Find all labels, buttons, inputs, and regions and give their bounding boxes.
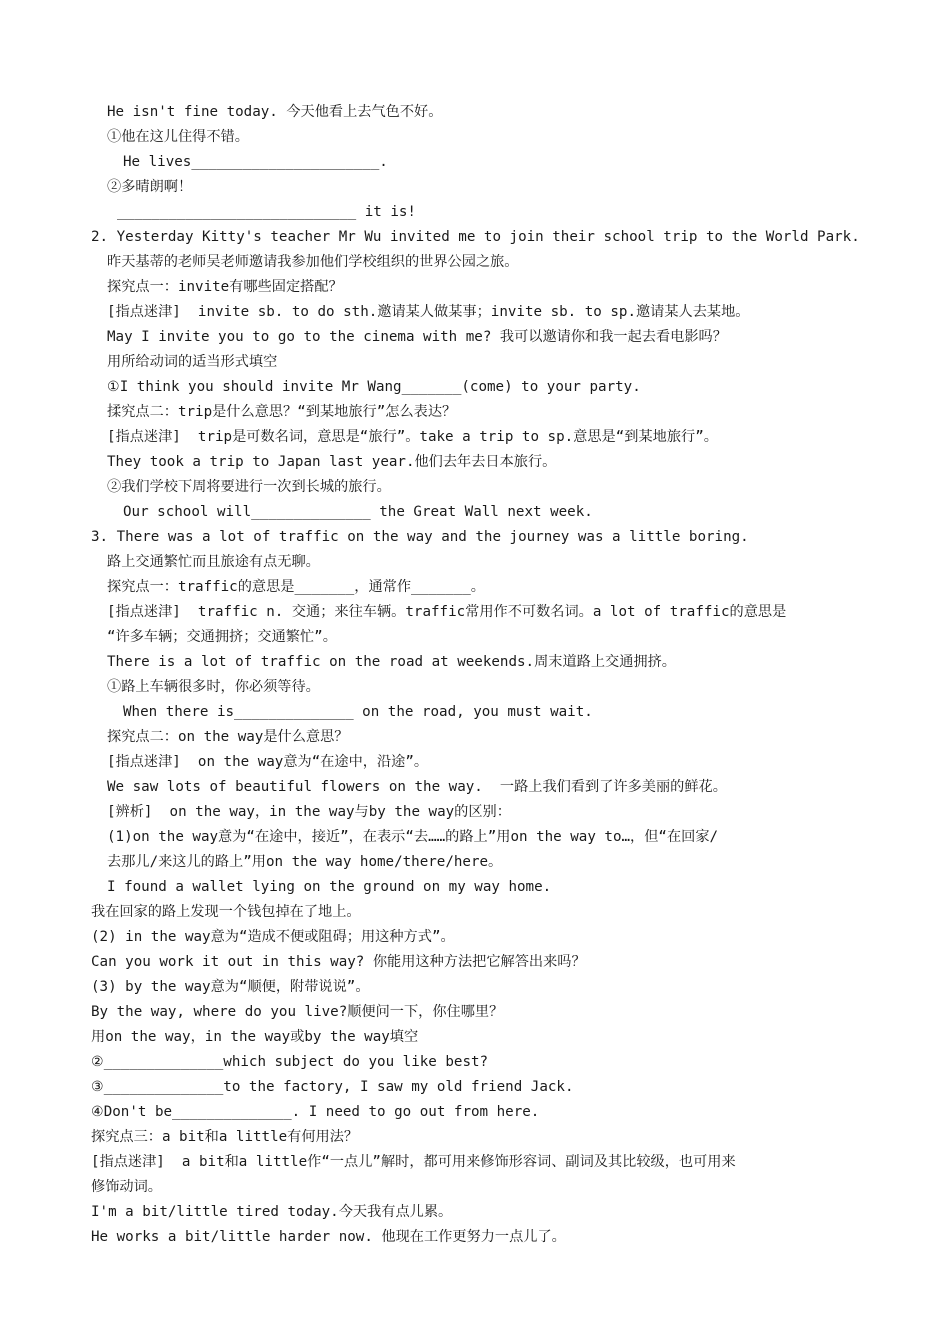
fill-blank-line: ①I think you should invite Mr Wang_______(come) to your party. bbox=[107, 379, 641, 395]
example-sentence: There is a lot of traffic on the road at weekends.周末道路上交通拥挤。 bbox=[107, 654, 676, 670]
section-heading: 3. There was a lot of traffic on the way and the journey was a little boring. bbox=[91, 529, 749, 545]
analysis-text: (3) by the way意为“顺便，附带说说”。 bbox=[91, 979, 370, 995]
tip-text: [指点迷津] invite sb. to do sth.邀请某人做某事；invite sb. to sp.邀请某人去某地。 bbox=[107, 304, 750, 320]
fill-blank-line: ____________________________ it is! bbox=[117, 204, 416, 220]
fill-blank-line: ③______________to the factory, I saw my old friend Jack. bbox=[91, 1079, 574, 1095]
analysis-text: (1)on the way意为“在途中，接近”，在表示“去……的路上”用on the way to…，但“在回家/ bbox=[107, 829, 719, 845]
section-heading: 2. Yesterday Kitty's teacher Mr Wu invited me to join their school trip to the World Park. bbox=[91, 229, 860, 245]
example-sentence: I found a wallet lying on the ground on my way home. bbox=[107, 879, 552, 895]
analysis-text: 去那儿/来这儿的路上”用on the way home/there/here。 bbox=[107, 854, 503, 870]
example-sentence: He isn't fine today. 今天他看上去气色不好。 bbox=[107, 104, 443, 120]
fill-blank-line: ④Don't be______________. I need to go out from here. bbox=[91, 1104, 540, 1120]
tip-text: [指点迷津] a bit和a little作“一点儿”解时，都可用来修饰形容词、副词及其比较级，也可用来 bbox=[91, 1154, 736, 1170]
fill-blank-line: When there is______________ on the road, you must wait. bbox=[123, 704, 593, 720]
instruction: 用所给动词的适当形式填空 bbox=[107, 354, 278, 370]
fill-blank-line: He lives______________________. bbox=[123, 154, 388, 170]
example-sentence: Can you work it out in this way? 你能用这种方法把它解答出来吗？ bbox=[91, 954, 586, 970]
example-sentence: May I invite you to go to the cinema with me? 我可以邀请你和我一起去看电影吗？ bbox=[107, 329, 727, 345]
inquiry-point: 探究点二：on the way是什么意思？ bbox=[107, 729, 349, 745]
example-sentence: By the way, where do you live?顺便问一下，你住哪里？ bbox=[91, 1004, 504, 1020]
analysis-text: (2) in the way意为“造成不便或阻碍；用这种方式”。 bbox=[91, 929, 455, 945]
instruction: 用on the way，in the way或by the way填空 bbox=[91, 1029, 419, 1045]
exercise-prompt: ①路上车辆很多时，你必须等待。 bbox=[107, 679, 320, 695]
analysis-heading: [辨析] on the way，in the way与by the way的区别： bbox=[107, 804, 511, 820]
inquiry-point: 探究点一：traffic的意思是_______，通常作_______。 bbox=[107, 579, 485, 595]
example-sentence: I'm a bit/little tired today.今天我有点儿累。 bbox=[91, 1204, 453, 1220]
exercise-prompt: ②多晴朗啊！ bbox=[107, 179, 193, 195]
exercise-prompt: ②我们学校下周将要进行一次到长城的旅行。 bbox=[107, 479, 391, 495]
translation: 路上交通繁忙而且旅途有点无聊。 bbox=[107, 554, 320, 570]
example-sentence: We saw lots of beautiful flowers on the way. 一路上我们看到了许多美丽的鲜花。 bbox=[107, 779, 727, 795]
tip-text: [指点迷津] on the way意为“在途中，沿途”。 bbox=[107, 754, 429, 770]
translation: 昨天基蒂的老师吴老师邀请我参加他们学校组织的世界公园之旅。 bbox=[107, 254, 519, 270]
tip-text: “许多车辆；交通拥挤；交通繁忙”。 bbox=[107, 629, 337, 645]
tip-text: [指点迷津] trip是可数名词，意思是“旅行”。take a trip to sp.意思是“到某地旅行”。 bbox=[107, 429, 718, 445]
tip-text: 修饰动词。 bbox=[91, 1179, 162, 1195]
fill-blank-line: Our school will______________ the Great Wall next week. bbox=[123, 504, 593, 520]
inquiry-point: 揉究点二：trip是什么意思？“到某地旅行”怎么表达？ bbox=[107, 404, 457, 420]
example-sentence: They took a trip to Japan last year.他们去年去日本旅行。 bbox=[107, 454, 557, 470]
fill-blank-line: ②______________which subject do you like best? bbox=[91, 1054, 489, 1070]
tip-text: [指点迷津] traffic n. 交通；来往车辆。traffic常用作不可数名词。a lot of traffic的意思是 bbox=[107, 604, 787, 620]
example-sentence: He works a bit/little harder now. 他现在工作更努力一点儿了。 bbox=[91, 1229, 566, 1245]
inquiry-point: 探究点一：invite有哪些固定搭配？ bbox=[107, 279, 343, 295]
inquiry-point: 探究点三：a bit和a little有何用法？ bbox=[91, 1129, 359, 1145]
exercise-prompt: ①他在这儿住得不错。 bbox=[107, 129, 249, 145]
translation: 我在回家的路上发现一个钱包掉在了地上。 bbox=[91, 904, 361, 920]
